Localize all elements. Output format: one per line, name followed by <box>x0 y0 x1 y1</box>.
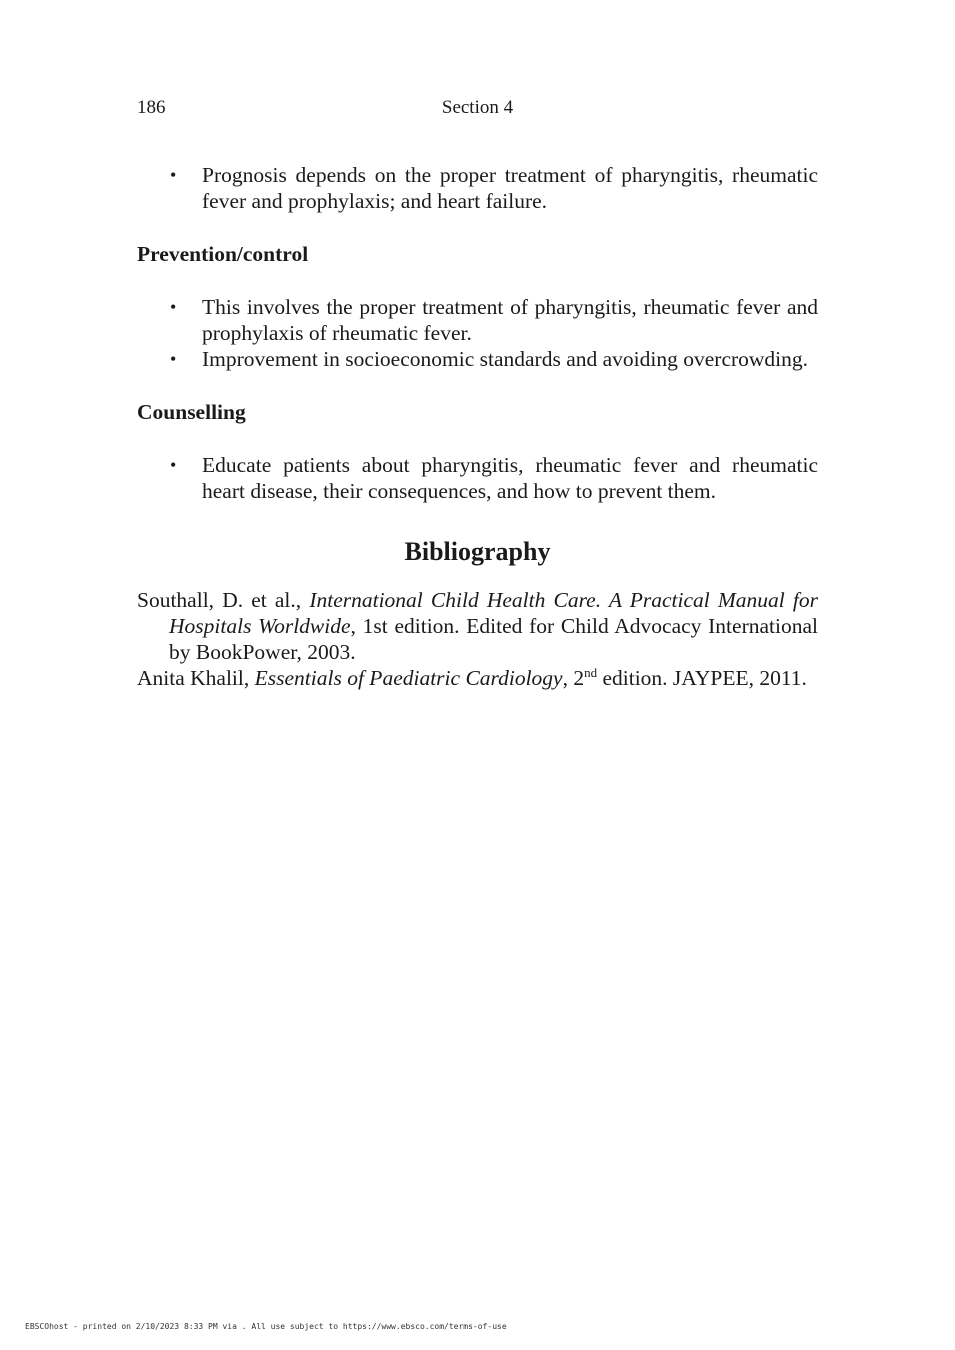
bullet-icon: • <box>170 165 177 185</box>
page-header <box>137 97 818 121</box>
print-footer: EBSCOhost - printed on 2/10/2023 8:33 PM via . All use subject to https://www.ebsco.com/terms-of-use <box>25 1322 507 1331</box>
bullet-icon: • <box>170 297 177 317</box>
list-item: • This involves the proper treatment of pharyngitis, rheumatic fever and prophylaxis of rheumatic fever. <box>170 295 818 345</box>
prognosis-list <box>137 162 818 214</box>
section-label: Section 4 <box>441 97 514 118</box>
reference-item: Southall, D. et al., International Child Health Care. A Practical Manual for Hospitals Worldwide, 1st edition. Edited for Child Advocacy International by BookPower, 2003. <box>137 588 818 664</box>
list-item: • Prognosis depends on the proper treatment of pharyngitis, rheumatic fever and prophylaxis; and heart failure. <box>170 163 818 213</box>
bullet-icon: • <box>170 455 177 475</box>
list-item: • Improvement in socioeconomic standards and avoiding overcrowding. <box>170 347 809 371</box>
prevention-list <box>137 294 818 372</box>
bullet-icon: • <box>170 349 177 369</box>
prevention-heading: Prevention/control <box>137 242 309 266</box>
page-content <box>137 162 818 691</box>
counselling-list <box>137 452 818 504</box>
bibliography-title: Bibliography <box>404 537 551 566</box>
page-number: 186 <box>137 97 166 118</box>
list-item: • Educate patients about pharyngitis, rheumatic fever and rheumatic heart disease, their consequences, and how to prevent them. <box>170 453 818 503</box>
counselling-heading: Counselling <box>137 400 246 424</box>
reference-item: Anita Khalil, Essentials of Paediatric Cardiology, 2nd edition. JAYPEE, 2011. <box>137 665 807 690</box>
